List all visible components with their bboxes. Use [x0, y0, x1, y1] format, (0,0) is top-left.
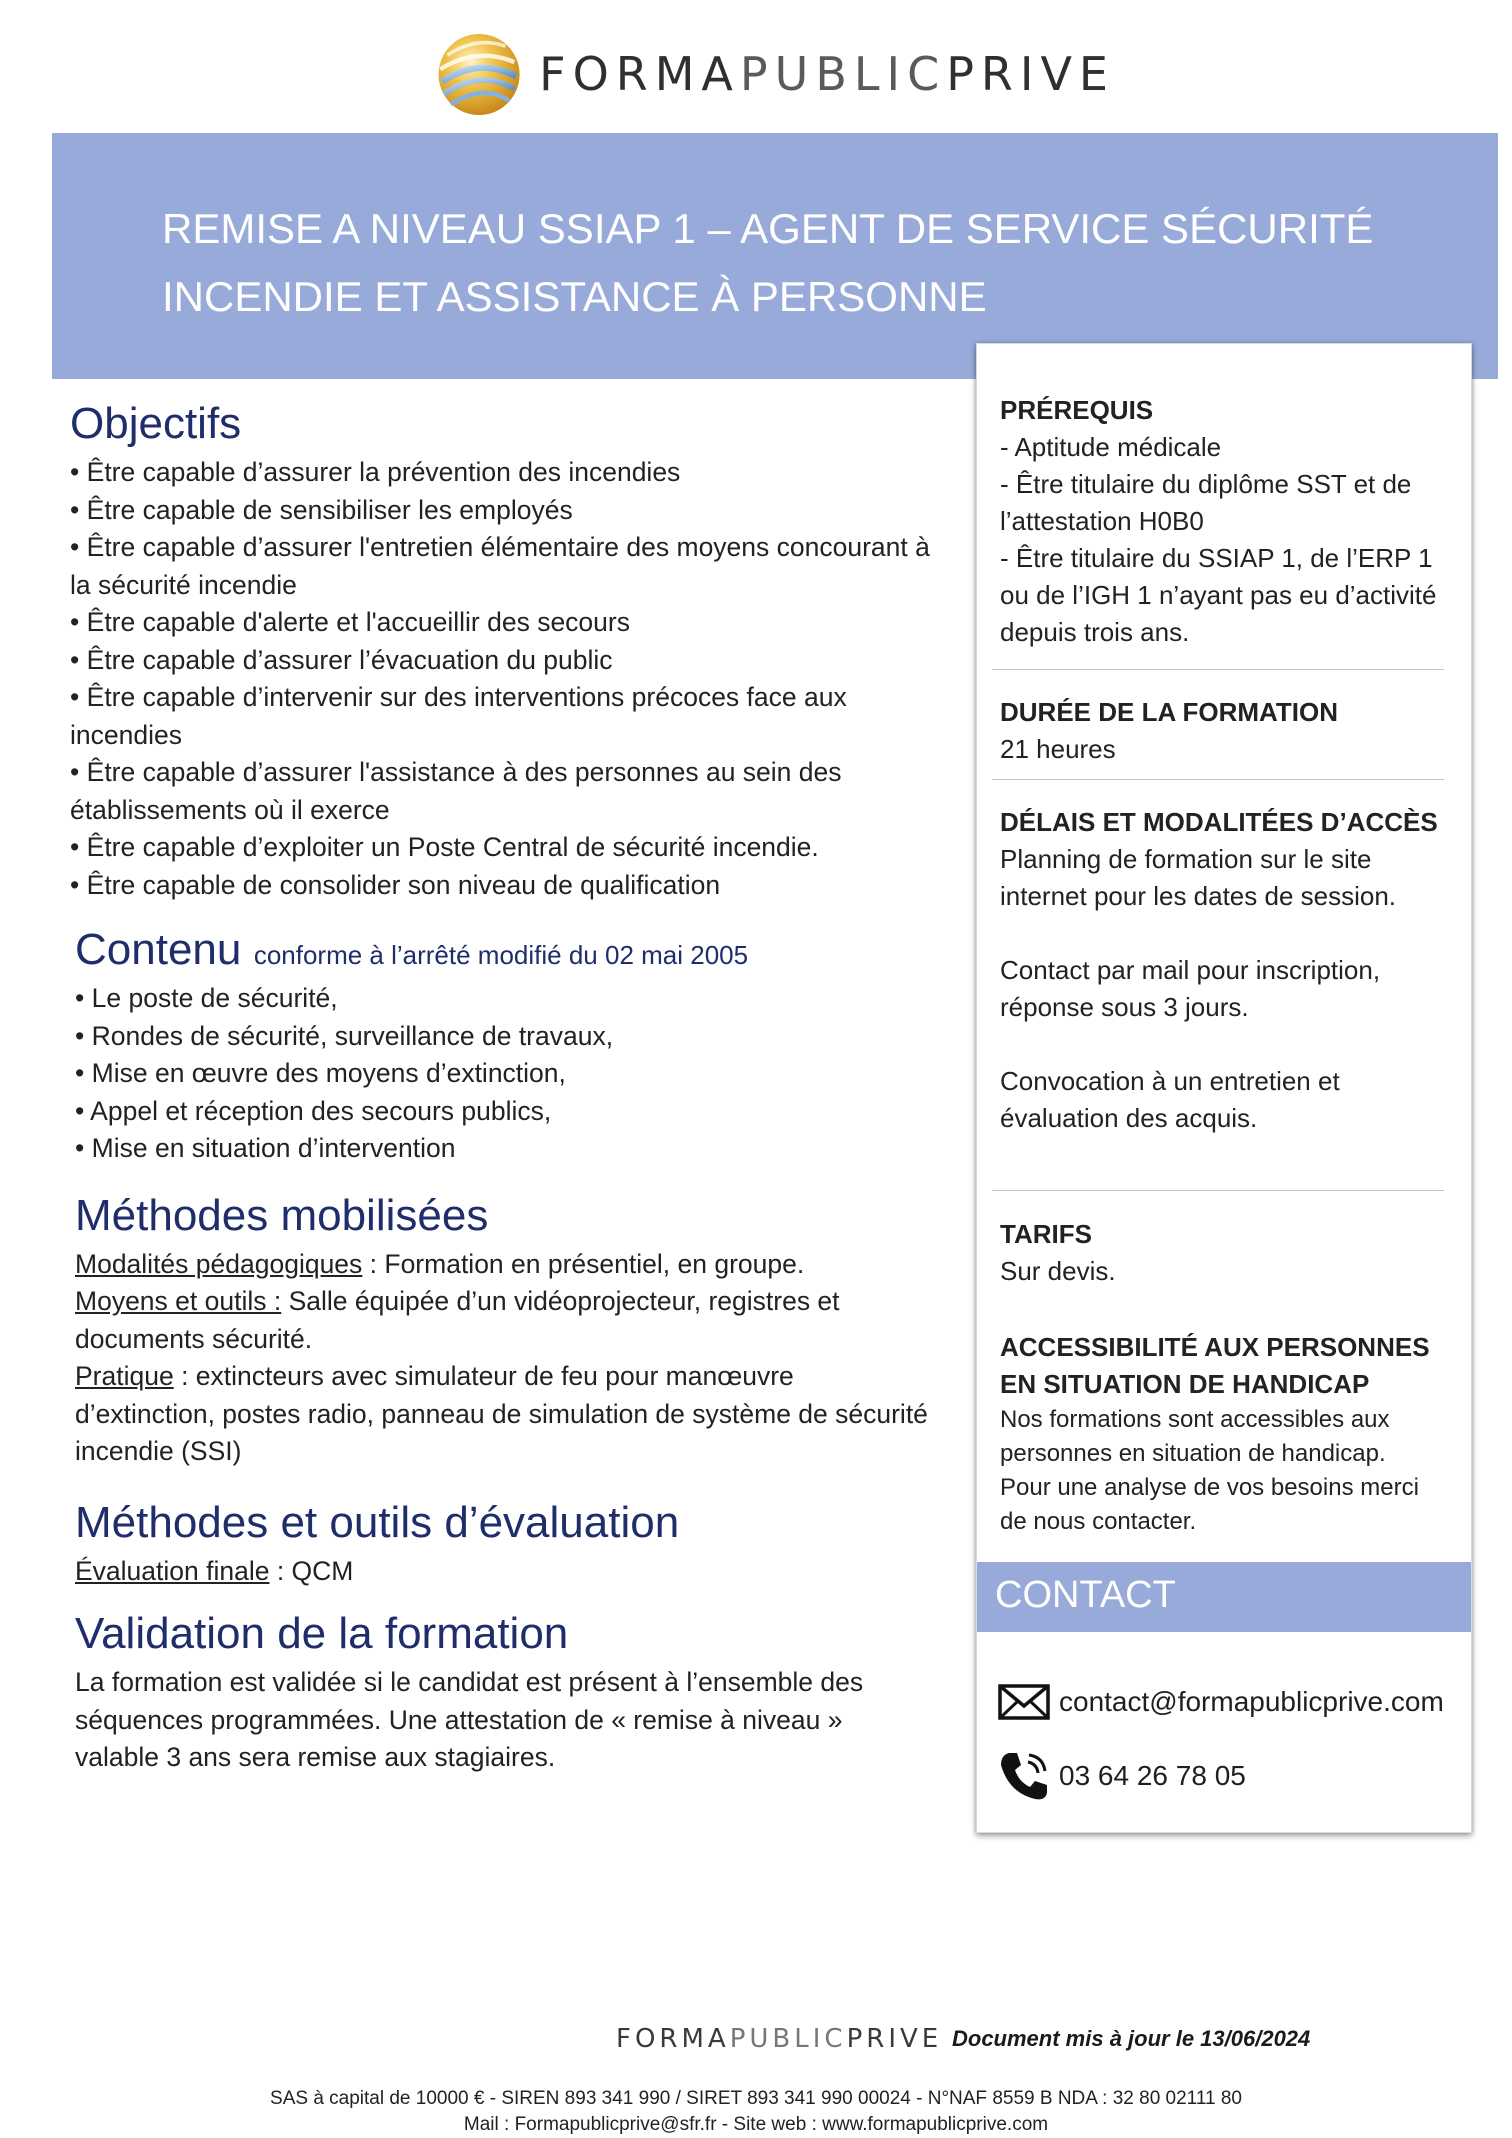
- methodes-text: [75, 1246, 930, 1471]
- page-title-line-2: INCENDIE ET ASSISTANCE À PERSONNE: [162, 273, 987, 320]
- brand-part-public: PUBLIC: [739, 47, 947, 101]
- info-sidebar: [976, 343, 1472, 1833]
- globe-logo-icon: [435, 27, 523, 122]
- brand-part-prive: PRIVE: [946, 47, 1115, 101]
- brand-name: [539, 47, 1115, 101]
- list-item: • Être capable d’intervenir sur des interventions précoces face aux incendies: [70, 682, 847, 750]
- methodes-text-moyens: Salle équipée d’un vidéoprojecteur, registres et documents sécurité.: [75, 1286, 840, 1354]
- methodes-heading: Méthodes mobilisées: [75, 1190, 489, 1240]
- list-item: • Être capable d’assurer la prévention des incendies: [70, 457, 681, 487]
- legal-info: SAS à capital de 10000 € - SIREN 893 341 990 / SIRET 893 341 990 00024 - N°NAF 8559 B NDA : 32 80 02111 80: [270, 2088, 1242, 2109]
- accessibilite-text: Nos formations sont accessibles aux personnes en situation de handicap. Pour une analyse de vos besoins merci de nous contacter.: [1000, 1406, 1419, 1535]
- list-item: • Être capable d’assurer l'entretien élémentaire des moyens concourant à la sécurité incendie: [70, 532, 930, 600]
- list-item: • Mise en œuvre des moyens d’extinction,: [75, 1058, 566, 1088]
- methodes-text-pratique: : extincteurs avec simulateur de feu pour manœuvre d’extinction, postes radio, panneau de simulation de système de sécurité incendie (SSI): [75, 1361, 928, 1466]
- contenu-heading: Contenu: [75, 925, 242, 974]
- tarifs-value: Sur devis.: [1000, 1256, 1116, 1286]
- envelope-icon: [997, 1675, 1051, 1729]
- phone-icon: [997, 1749, 1051, 1803]
- contenu-list: [75, 980, 930, 1168]
- footer-brand-forma: FORMA: [616, 2024, 730, 2054]
- contact-email-row[interactable]: [997, 1675, 1444, 1729]
- methodes-label-moyens: Moyens et outils :: [75, 1286, 282, 1316]
- contact-email[interactable]: contact@formapublicprive.com: [1059, 1686, 1444, 1717]
- validation-text: La formation est validée si le candidat est présent à l’ensemble des séquences programmées. Une attestation de « remise à niveau » valable 3 ans sera remise aux stagiaires.: [75, 1667, 864, 1772]
- delais-paragraph-1: Planning de formation sur le site internet pour les dates de session.: [1000, 844, 1397, 911]
- footer-brand-prive: PRIVE: [846, 2024, 943, 2054]
- methodes-label-pratique: Pratique: [75, 1361, 174, 1391]
- delais-heading: DÉLAIS ET MODALITÉES D’ACCÈS: [1000, 807, 1438, 837]
- list-item: • Le poste de sécurité,: [75, 983, 338, 1013]
- methodes-label-modalites: Modalités pédagogiques: [75, 1248, 363, 1279]
- methodes-paragraph-2: [75, 1283, 930, 1358]
- section-divider: [992, 1190, 1444, 1191]
- prerequis-line: - Aptitude médicale: [1000, 432, 1222, 462]
- footer-brand-public: PUBLIC: [729, 2024, 847, 2054]
- header-logo: [435, 24, 1115, 124]
- tarifs-section: [1000, 1216, 1440, 1290]
- accessibilite-section: [1000, 1329, 1440, 1539]
- list-item: • Appel et réception des secours publics,: [75, 1095, 552, 1126]
- duree-section: [1000, 694, 1440, 768]
- accessibilite-heading: ACCESSIBILITÉ AUX PERSONNES EN SITUATION DE HANDICAP: [1000, 1332, 1430, 1399]
- delais-paragraph-2: Contact par mail pour inscription, réponse sous 3 jours.: [1000, 955, 1381, 1022]
- contact-phone[interactable]: 03 64 26 78 05: [1059, 1760, 1246, 1791]
- duree-value: 21 heures: [1000, 734, 1116, 764]
- section-divider: [992, 669, 1444, 670]
- duree-heading: DURÉE DE LA FORMATION: [1000, 697, 1338, 727]
- main-content: [70, 390, 930, 1777]
- objectifs-list: [70, 454, 930, 904]
- prerequis-line: - Être titulaire du SSIAP 1, de l’ERP 1 ou de l’IGH 1 n’ayant pas eu d’activité depuis trois ans.: [1000, 543, 1437, 647]
- page-title: [162, 195, 1412, 331]
- page-title-line-1: REMISE A NIVEAU SSIAP 1 – AGENT DE SERVICE SÉCURITÉ: [162, 205, 1374, 252]
- brand-part-forma: FORMA: [539, 47, 740, 101]
- evaluation-label: Évaluation finale: [75, 1555, 270, 1586]
- methodes-paragraph-1: [75, 1246, 930, 1284]
- list-item: • Être capable d'alerte et l'accueillir des secours: [70, 607, 630, 637]
- list-item: • Rondes de sécurité, surveillance de travaux,: [75, 1020, 614, 1051]
- contact-phone-row[interactable]: [997, 1749, 1246, 1803]
- prerequis-heading: PRÉREQUIS: [1000, 395, 1154, 425]
- list-item: • Être capable de sensibiliser les employés: [70, 494, 573, 525]
- prerequis-section: [1000, 392, 1440, 651]
- objectifs-heading: Objectifs: [70, 399, 242, 448]
- validation-heading: Validation de la formation: [75, 1609, 569, 1658]
- section-divider: [992, 779, 1444, 780]
- evaluation-text: [75, 1553, 930, 1591]
- prerequis-line: - Être titulaire du diplôme SST et de l’attestation H0B0: [1000, 469, 1412, 536]
- list-item: • Être capable d’exploiter un Poste Central de sécurité incendie.: [70, 832, 819, 862]
- contenu-subtitle: conforme à l’arrêté modifié du 02 mai 2005: [253, 940, 749, 970]
- list-item: • Être capable de consolider son niveau de qualification: [70, 869, 721, 900]
- evaluation-value: : QCM: [269, 1555, 354, 1586]
- list-item: • Mise en situation d’intervention: [75, 1133, 456, 1163]
- footer-logo: [616, 2024, 942, 2054]
- delais-section: [1000, 804, 1440, 1137]
- methodes-text-modalites: : Formation en présentiel, en groupe.: [362, 1248, 805, 1279]
- list-item: • Être capable d’assurer l'assistance à des personnes au sein des établissements où il exerce: [70, 757, 842, 825]
- contact-heading: CONTACT: [995, 1574, 1176, 1616]
- list-item: • Être capable d’assurer l’évacuation du public: [70, 644, 613, 675]
- contenu-heading-row: [75, 920, 930, 980]
- contact-header: [977, 1562, 1471, 1632]
- delais-paragraph-3: Convocation à un entretien et évaluation des acquis.: [1000, 1066, 1340, 1133]
- update-date: Document mis à jour le 13/06/2024: [952, 2026, 1311, 2051]
- methodes-paragraph-3: [75, 1358, 930, 1471]
- tarifs-heading: TARIFS: [1000, 1219, 1092, 1249]
- evaluation-heading: Méthodes et outils d’évaluation: [75, 1497, 680, 1547]
- contact-info-footer: Mail : Formapublicprive@sfr.fr - Site web : www.formapublicprive.com: [463, 2114, 1049, 2135]
